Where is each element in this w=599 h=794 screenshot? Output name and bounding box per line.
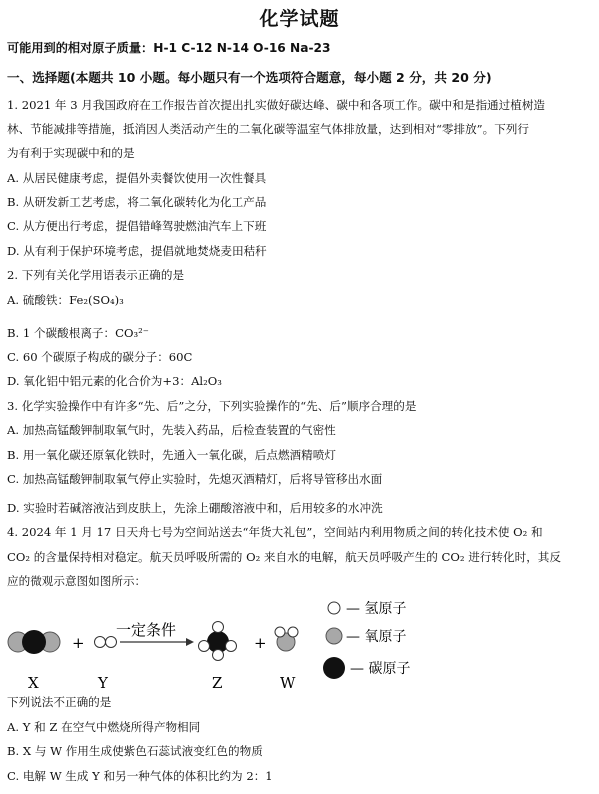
molecule-y [95, 637, 117, 648]
q4-stem-line-3: 应的微观示意图如图所示： [7, 574, 147, 588]
q3-option-d: D. 实验时若碱溶液沾到皮肤上，先涂上硼酸溶液中和，后用较多的水冲洗 [7, 501, 383, 515]
q1-option-b: B. 从研发新工艺考虑，将二氧化碳转化为化工产品 [7, 195, 267, 209]
legend-hydrogen-icon [328, 602, 340, 614]
atomic-masses: 可能用到的相对原子质量：H-1 C-12 N-14 O-16 Na-23 [7, 41, 331, 55]
legend-carbon-label: — 碳原子 [350, 661, 411, 677]
page-title: 化学试题 [259, 8, 340, 30]
q4-stem-line-2: CO₂ 的含量保持相对稳定。航天员呼吸所需的 O₂ 来自水的电解，航天员呼吸产生的 CO₂ 进行转化时，其反 [7, 550, 561, 564]
q1-stem-line-1: 1. 2021 年 3 月我国政府在工作报告首次提出扎实做好碳达峰、碳中和各项工作。碳中和是指通过植树造 [7, 98, 546, 112]
q3-option-a: A. 加热高锰酸钾制取氧气时，先装入药品，后检查装置的气密性 [7, 423, 336, 437]
label-x: X [28, 674, 39, 692]
q2-stem: 2. 下列有关化学用语表示正确的是 [7, 268, 185, 282]
q1-option-d: D. 从有利于保护环境考虑，提倡就地焚烧麦田秸秆 [7, 244, 267, 258]
legend-oxygen-label: — 氧原子 [346, 629, 407, 645]
q3-stem: 3. 化学实验操作中有许多“先、后”之分，下列实验操作的“先、后”顺序合理的是 [7, 399, 417, 413]
q2-option-a: A. 硫酸铁：Fe₂(SO₄)₃ [7, 293, 124, 307]
q3-option-b: B. 用一氧化碳还原氧化铁时，先通入一氧化碳，后点燃酒精喷灯 [7, 448, 336, 462]
q1-option-a: A. 从居民健康考虑，提倡外卖餐饮使用一次性餐具 [7, 171, 267, 185]
plus-sign-2: + [254, 634, 267, 652]
label-z: Z [212, 674, 223, 692]
arrow-head-icon [186, 638, 194, 646]
label-w: W [280, 674, 296, 692]
q2-option-b: B. 1 个碳酸根离子：CO₃²⁻ [7, 326, 149, 340]
plus-sign-1: + [72, 634, 85, 652]
label-y: Y [98, 674, 108, 692]
q2-option-c: C. 60 个碳原子构成的碳分子：60C [7, 350, 193, 364]
molecule-x [8, 630, 60, 654]
q4-option-a: A. Y 和 Z 在空气中燃烧所得产物相同 [7, 720, 201, 734]
reaction-diagram [0, 590, 599, 700]
legend-oxygen-icon [326, 628, 342, 644]
q1-option-c: C. 从方便出行考虑，提倡错峰驾驶燃油汽车上下班 [7, 219, 267, 233]
legend-carbon-icon [323, 657, 345, 679]
q3-option-c: C. 加热高锰酸钾制取氧气停止实验时，先熄灭酒精灯，后将导管移出水面 [7, 472, 383, 486]
q2-option-d: D. 氧化铝中铝元素的化合价为+3：Al₂O₃ [7, 374, 222, 388]
molecule-z [199, 622, 237, 661]
q4-option-c: C. 电解 W 生成 Y 和另一种气体的体积比约为 2：1 [7, 769, 273, 783]
reaction-condition: 一定条件 [116, 621, 177, 639]
q4-stem-line-1: 4. 2024 年 1 月 17 日天舟七号为空间站送去“年货大礼包”，空间站内利用物质之间的转化技术使 O₂ 和 [7, 525, 543, 539]
q4-option-b: B. X 与 W 作用生成使紫色石蕊试液变红色的物质 [7, 744, 263, 758]
legend-hydrogen-label: — 氢原子 [346, 601, 407, 617]
q1-stem-line-3: 为有利于实现碳中和的是 [7, 146, 135, 160]
section-heading: 一、选择题(本题共 10 小题。每小题只有一个选项符合题意，每小题 2 分，共 20 分) [7, 70, 492, 85]
molecule-w [275, 627, 298, 651]
q1-stem-line-2: 林、节能减排等措施，抵消因人类活动产生的二氧化碳等温室气体排放量，达到相对“零排放”。下列行 [7, 122, 529, 136]
q4-question: 下列说法不正确的是 [7, 695, 112, 709]
diagram-legend [323, 601, 410, 679]
